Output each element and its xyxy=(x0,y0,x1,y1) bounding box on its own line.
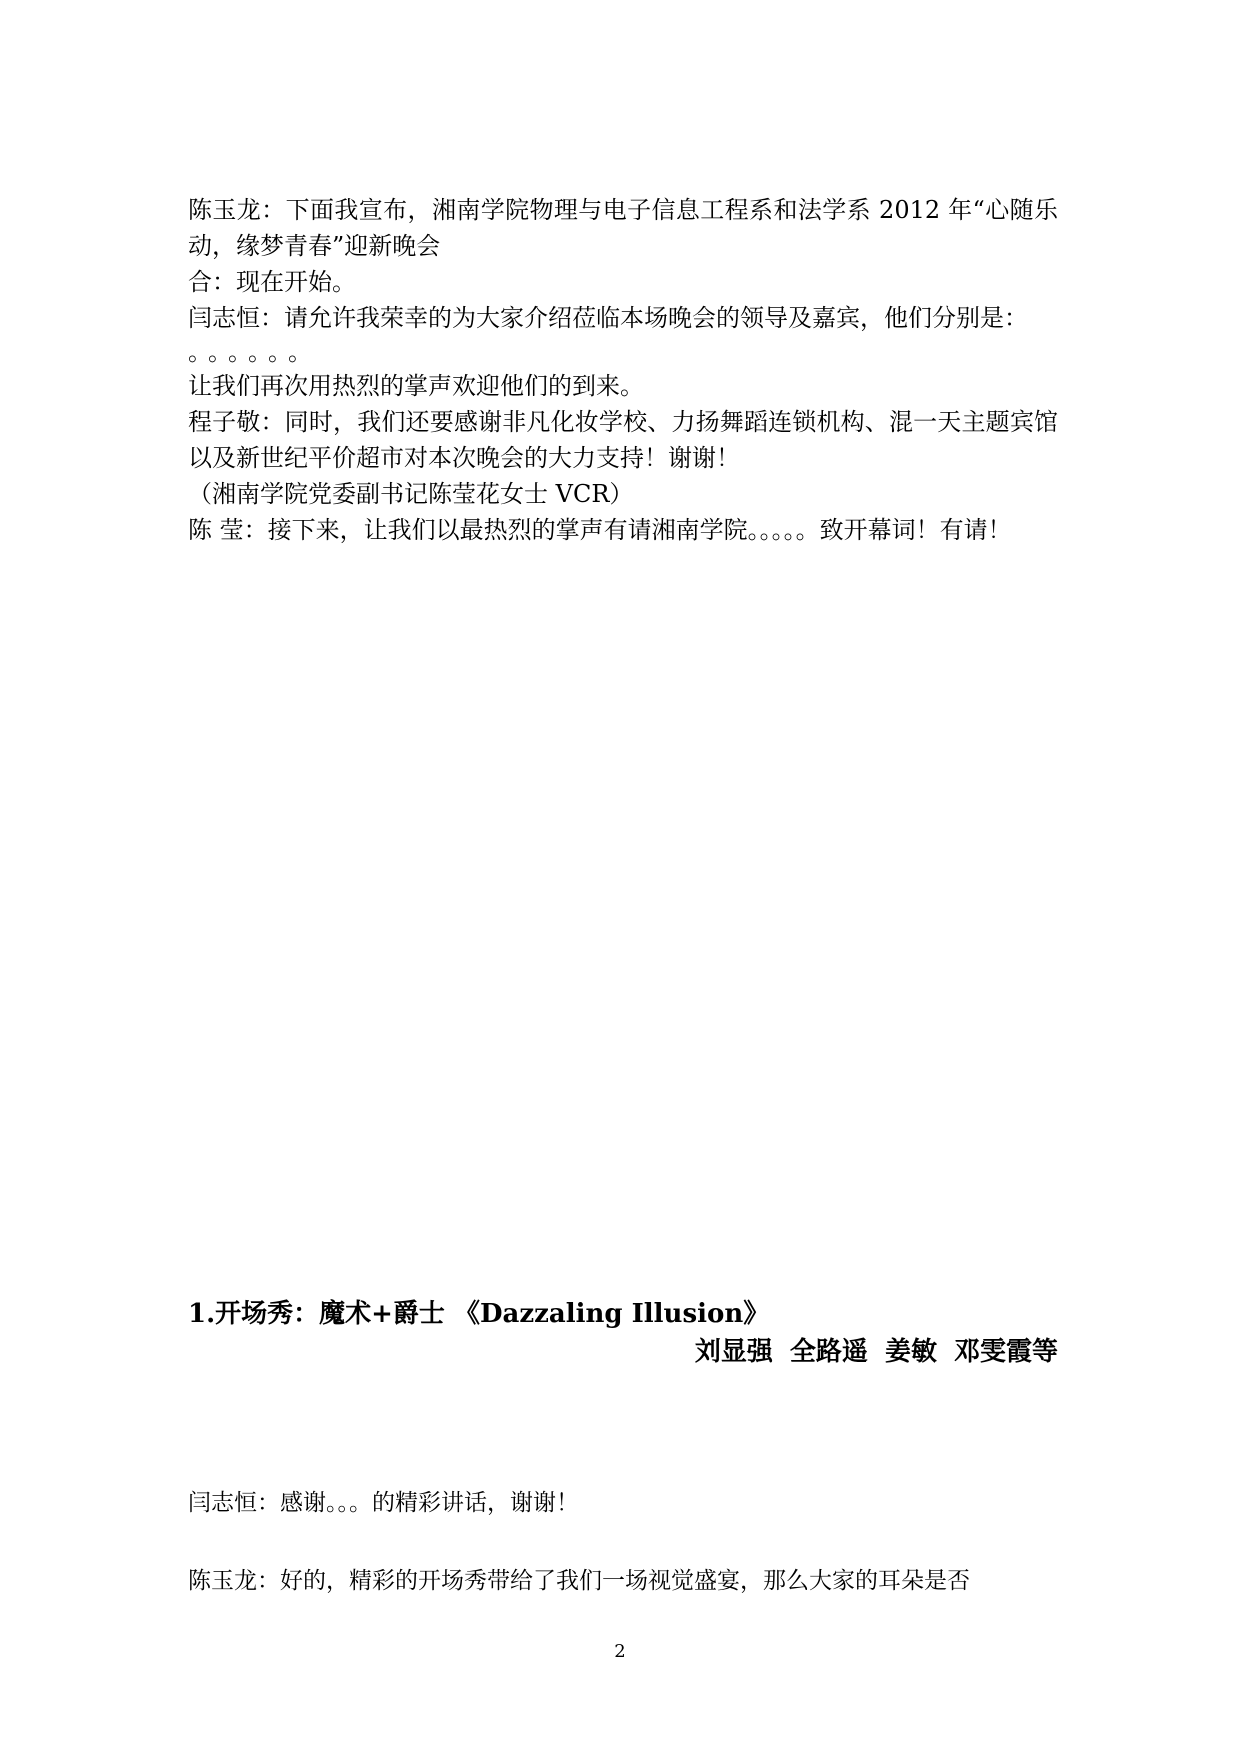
script-line-sponsors: 程子敬：同时，我们还要感谢非凡化妆学校、力扬舞蹈连锁机构、混一天主题宾馆以及新世纪平价超市对本次晚会的大力支持！谢谢！ xyxy=(188,408,1058,472)
script-line-opening-speech: 陈 莹：接下来，让我们以最热烈的掌声有请湘南学院。。。。。致开幕词！有请！ xyxy=(188,516,1012,544)
script-line-transition: 陈玉龙：好的，精彩的开场秀带给了我们一场视觉盛宴，那么大家的耳朵是否 xyxy=(188,1568,970,1594)
page-number: 2 xyxy=(614,1641,626,1662)
script-line-vcr-note: （湘南学院党委副书记陈莹花女士 VCR） xyxy=(188,480,634,508)
script-line-announcement: 陈玉龙：下面我宣布，湘南学院物理与电子信息工程系和法学系 2012 年“心随乐动，缘梦青春”迎新晚会 xyxy=(188,196,1058,260)
program-performers: 刘显强 全路遥 姜敏 邓雯霞等 xyxy=(694,1337,1058,1367)
script-line-ellipsis: 。。。。。。 xyxy=(188,338,320,366)
host-script-block xyxy=(188,192,1058,548)
script-line-applause: 让我们再次用热烈的掌声欢迎他们的到来。 xyxy=(188,372,644,400)
script-line-thanks: 闫志恒：感谢。。。的精彩讲话，谢谢！ xyxy=(188,1490,579,1516)
script-line-chorus: 合：现在开始。 xyxy=(188,268,356,296)
script-line-guest-intro: 闫志恒：请允许我荣幸的为大家介绍莅临本场晚会的领导及嘉宾，他们分别是： xyxy=(188,304,1028,332)
program-title: 1.开场秀：魔术+爵士 《Dazzaling Illusion》 xyxy=(188,1299,770,1329)
